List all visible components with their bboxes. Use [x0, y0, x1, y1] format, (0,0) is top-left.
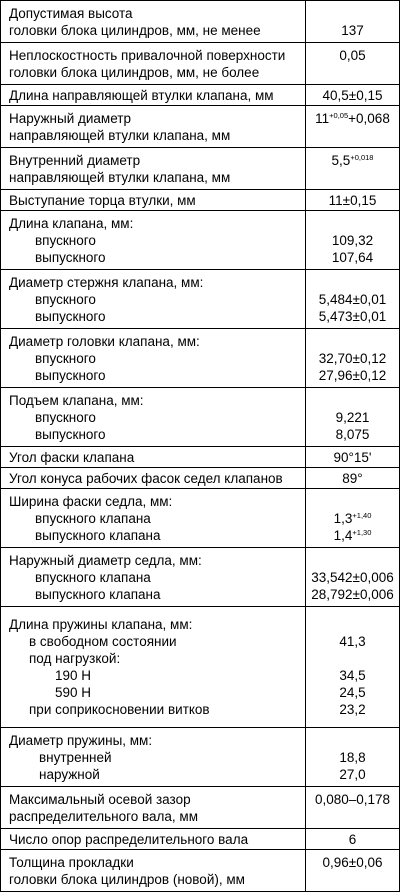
parameter-cell — [1, 850, 306, 892]
value-cell — [306, 607, 400, 728]
value-cell — [306, 829, 400, 850]
value-line: 28,792±0,006 — [311, 586, 394, 602]
parameter-line: впускного — [35, 350, 96, 366]
parameter-line: при соприкосновении витков — [29, 702, 210, 717]
value-line — [306, 333, 399, 350]
parameter-line: головки блока цилиндров (новой), мм — [9, 871, 245, 887]
value-line: $11^{+0,05}+0,068$ — [315, 110, 390, 126]
parameter-cell — [1, 148, 306, 190]
spec-row — [1, 43, 400, 85]
value-cell — [306, 43, 400, 85]
value-line — [306, 552, 399, 569]
value-line: 24,5 — [339, 685, 366, 700]
parameter-line: Наружный диаметр — [9, 110, 131, 126]
value-line — [306, 493, 399, 510]
parameter-cell — [1, 388, 306, 447]
spec-row — [1, 85, 400, 106]
value-line — [306, 127, 399, 144]
parameter-cell — [1, 607, 306, 728]
parameter-cell — [1, 489, 306, 548]
parameter-cell — [1, 190, 306, 211]
spec-row — [1, 829, 400, 850]
spec-row — [1, 850, 400, 892]
value-cell — [306, 85, 400, 106]
parameter-line: выпускного — [35, 426, 106, 442]
parameter-line: распределительного вала, мм — [9, 808, 198, 824]
parameter-line: внутренней — [39, 749, 112, 765]
value-line: $5,5^{+0,018}$ — [331, 152, 374, 168]
parameter-cell — [1, 548, 306, 607]
value-line: $1,3^{+1,40}$ — [333, 510, 372, 526]
value-line: 0,05 — [339, 47, 366, 63]
value-line: 5,484±0,01 — [318, 291, 387, 307]
parameter-line: Длина пружины клапана, мм: — [9, 617, 193, 632]
value-line: 90°15' — [333, 449, 372, 465]
value-line: 0,96±0,06 — [322, 854, 383, 870]
parameter-line: выпускного — [35, 367, 106, 383]
value-line — [306, 871, 399, 888]
value-line: 41,3 — [339, 634, 366, 649]
value-cell — [306, 211, 400, 270]
value-line: 109,32 — [331, 232, 374, 248]
value-line: 137 — [341, 22, 364, 38]
spec-row — [1, 388, 400, 447]
parameter-line: 590 Н — [55, 685, 92, 700]
parameter-line: выпускного — [35, 249, 106, 265]
parameter-line: выпускного — [35, 308, 106, 324]
parameter-line: впускного — [35, 409, 96, 425]
value-line — [306, 616, 399, 633]
value-cell — [306, 1, 400, 43]
parameter-line: Выступание торца втулки, мм — [9, 192, 196, 208]
value-cell — [306, 270, 400, 329]
value-line: 40,5±0,15 — [322, 87, 383, 103]
spec-row — [1, 329, 400, 388]
spec-row — [1, 447, 400, 468]
value-cell — [306, 548, 400, 607]
spec-row — [1, 270, 400, 329]
parameter-line: головки блока цилиндров, мм, не менее — [9, 22, 261, 38]
parameter-cell — [1, 787, 306, 829]
parameter-cell — [1, 468, 306, 489]
spec-row — [1, 728, 400, 787]
parameter-cell — [1, 43, 306, 85]
parameter-line: наружной — [39, 766, 100, 782]
parameter-line: впускного — [35, 291, 96, 307]
value-line: 8,075 — [335, 426, 370, 442]
parameter-line: в свободном состоянии — [29, 634, 177, 649]
value-cell — [306, 468, 400, 489]
parameter-line: 190 Н — [55, 668, 92, 683]
value-cell — [306, 850, 400, 892]
value-line — [306, 5, 399, 22]
value-cell — [306, 388, 400, 447]
value-line: 107,64 — [331, 249, 374, 265]
spec-row — [1, 190, 400, 211]
parameter-cell — [1, 447, 306, 468]
parameter-line: Толщина прокладки — [9, 854, 134, 870]
value-line: 9,221 — [335, 409, 370, 425]
value-cell — [306, 148, 400, 190]
parameter-line: Внутренний диаметр — [9, 152, 141, 168]
parameter-line: Угол конуса рабочих фасок седел клапанов — [9, 470, 283, 486]
value-cell — [306, 787, 400, 829]
parameter-line: выпускного клапана — [35, 586, 161, 602]
parameter-line: Подъем клапана, мм: — [9, 392, 144, 408]
spec-row — [1, 548, 400, 607]
value-line: 18,8 — [339, 749, 366, 765]
value-line — [306, 64, 399, 81]
parameter-cell — [1, 85, 306, 106]
value-line: 5,473±0,01 — [318, 308, 387, 324]
value-line: 0,080–0,178 — [314, 791, 391, 807]
parameter-line: выпускного клапана — [35, 527, 161, 543]
parameter-line: Ширина фаски седла, мм: — [9, 493, 173, 509]
parameter-line: впускного клапана — [35, 510, 151, 526]
parameter-line: головки блока цилиндров, мм, не более — [9, 64, 260, 80]
value-line — [306, 274, 399, 291]
value-cell — [306, 489, 400, 548]
parameter-cell — [1, 728, 306, 787]
value-line: 33,542±0,006 — [311, 569, 394, 585]
value-cell — [306, 329, 400, 388]
parameter-line: впускного клапана — [35, 569, 151, 585]
value-cell — [306, 190, 400, 211]
value-line — [306, 732, 399, 749]
parameter-line: Длина направляющей втулки клапана, мм — [9, 87, 274, 103]
value-cell — [306, 106, 400, 148]
parameter-line: Угол фаски клапана — [9, 449, 135, 465]
parameter-cell — [1, 329, 306, 388]
spec-row — [1, 1, 400, 43]
parameter-cell — [1, 829, 306, 850]
parameter-line: Длина клапана, мм: — [9, 215, 134, 231]
parameter-cell — [1, 211, 306, 270]
parameter-cell — [1, 1, 306, 43]
value-line: 34,5 — [339, 668, 366, 683]
spec-row — [1, 489, 400, 548]
parameter-line: под нагрузкой: — [29, 651, 121, 666]
value-line — [306, 169, 399, 186]
parameter-cell — [1, 270, 306, 329]
parameter-line: Диаметр стержня клапана, мм: — [9, 274, 204, 290]
spec-row — [1, 106, 400, 148]
parameter-line: Допустимая высота — [9, 5, 133, 21]
parameter-line: Максимальный осевой зазор — [9, 791, 191, 807]
parameter-cell — [1, 106, 306, 148]
value-cell — [306, 728, 400, 787]
value-line — [306, 392, 399, 409]
spec-row — [1, 148, 400, 190]
value-line: 32,70±0,12 — [318, 350, 387, 366]
value-line — [306, 650, 399, 667]
spec-table-body — [1, 1, 400, 892]
value-line: 23,2 — [339, 702, 366, 717]
value-line: $1,4^{+1,30}$ — [333, 527, 372, 543]
value-line — [306, 808, 399, 825]
parameter-line: направляющей втулки клапана, мм — [9, 127, 231, 143]
value-line: 6 — [348, 831, 357, 847]
spec-row — [1, 607, 400, 728]
parameter-line: направляющей втулки клапана, мм — [9, 169, 231, 185]
value-cell — [306, 447, 400, 468]
value-line: 11±0,15 — [328, 192, 377, 208]
parameter-line: Неплоскостность привалочной поверхности — [9, 47, 286, 63]
parameter-line: Число опор распределительного вала — [9, 831, 249, 847]
spec-row — [1, 468, 400, 489]
parameter-line: Наружный диаметр седла, мм: — [9, 552, 202, 568]
spec-row — [1, 211, 400, 270]
parameter-line: Диаметр головки клапана, мм: — [9, 333, 200, 349]
parameter-line: впускного — [35, 232, 96, 248]
value-line — [306, 215, 399, 232]
parameter-line: Диаметр пружины, мм: — [9, 732, 153, 748]
value-line: 27,96±0,12 — [318, 367, 387, 383]
value-line: 89° — [342, 470, 363, 486]
spec-row — [1, 787, 400, 829]
value-line: 27,0 — [339, 766, 366, 782]
